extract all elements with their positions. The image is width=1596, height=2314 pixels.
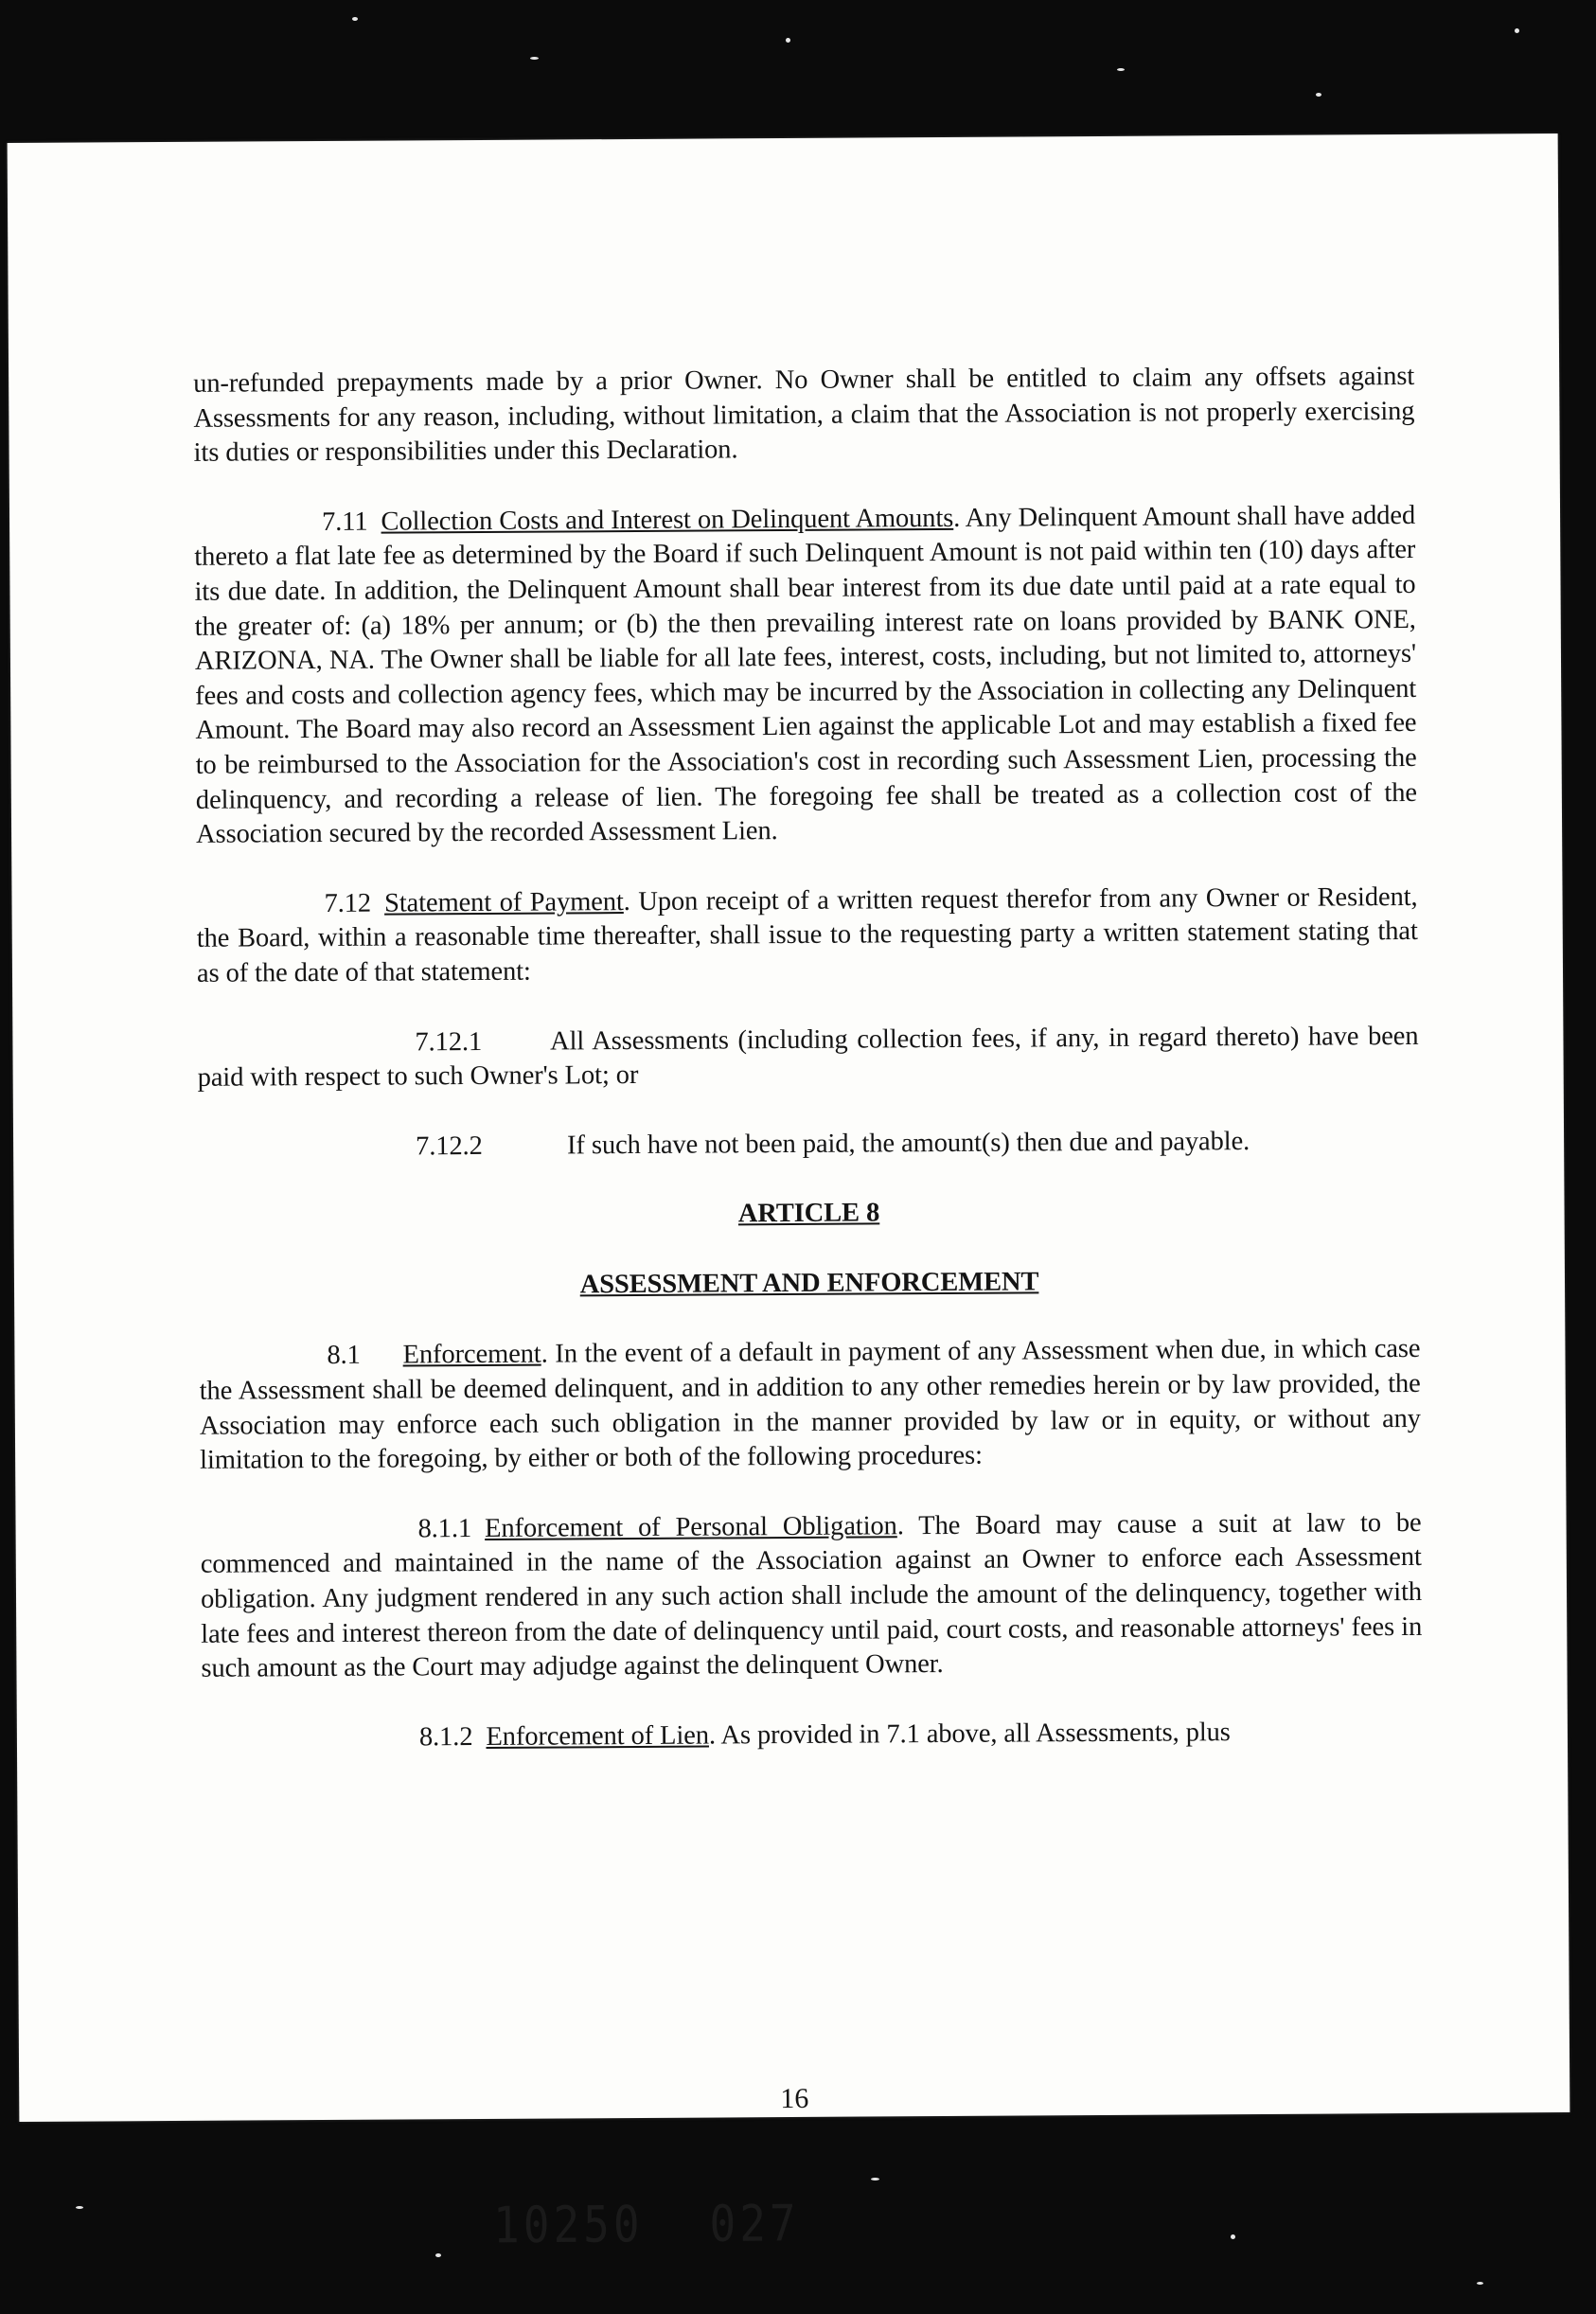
recording-stamp bbox=[493, 2194, 800, 2254]
section-8-1-1 bbox=[200, 1506, 1422, 1687]
scan-speck bbox=[786, 38, 790, 43]
section-number: 8.1 bbox=[327, 1341, 361, 1371]
document-body bbox=[193, 360, 1423, 1791]
section-body: All Assessments (including collection fees, if any, in regard thereto) have been paid with respect to such Owner's Lot; or bbox=[197, 1021, 1419, 1093]
article-heading: ARTICLE 8 bbox=[737, 1198, 880, 1229]
section-7-12-2 bbox=[198, 1124, 1419, 1166]
section-body: . Upon receipt of a written request therefor from any Owner or Resident, the Board, within a reasonable time thereafter, shall issue to the requesting party a written statement stating that as of the date of that statement: bbox=[196, 881, 1418, 988]
section-number: 8.1.1 bbox=[417, 1513, 472, 1544]
scan-speck bbox=[1477, 2282, 1483, 2285]
section-8-1 bbox=[199, 1332, 1421, 1478]
section-number: 7.12.1 bbox=[415, 1026, 483, 1057]
page-number: 16 bbox=[780, 2082, 809, 2115]
recording-book-number: 10250 bbox=[492, 2194, 644, 2254]
scan-speck bbox=[530, 57, 539, 60]
section-number: 7.12.2 bbox=[416, 1130, 483, 1162]
section-title: Enforcement of Lien bbox=[486, 1720, 710, 1752]
section-7-11 bbox=[194, 499, 1417, 853]
section-title: Enforcement of Personal Obligation bbox=[485, 1511, 897, 1543]
scan-speck bbox=[1515, 28, 1519, 33]
section-title: Statement of Payment bbox=[383, 886, 624, 918]
scan-speck bbox=[76, 2206, 83, 2209]
scan-speck bbox=[871, 2178, 879, 2180]
recording-page-number: 027 bbox=[709, 2193, 800, 2253]
scan-speck bbox=[1316, 93, 1321, 97]
section-title: Enforcement bbox=[402, 1340, 541, 1370]
scan-speck bbox=[435, 2253, 441, 2257]
section-8-1-2 bbox=[202, 1715, 1423, 1756]
scan-speck bbox=[1117, 68, 1125, 71]
section-body: . In the event of a default in payment of any Assessment when due, in which case the Assessment shall be deemed delinquent, and in addition to any other remedies herein or by law provided, the Association may enforce each such obligation in the manner provided by law or in equity, or without any limitation to the foregoing, by either or both of the following procedures: bbox=[199, 1334, 1421, 1476]
document-page bbox=[8, 134, 1570, 2254]
section-number: 8.1.2 bbox=[418, 1721, 473, 1753]
section-7-12 bbox=[196, 881, 1418, 992]
section-body: . The Board may cause a suit at law to be commenced and maintained in the name of the Association against an Owner to enforce each Assessment obligation. Any judgment rendered in any such action shall include the amount of the delinquency, together with late fees and interest thereon from the date of delinquency until paid, court costs, and reasonable attorneys' fees in such amount as the Court may adjudge against the delinquent Owner. bbox=[200, 1507, 1423, 1684]
section-body: If such have not been paid, the amount(s) then due and payable. bbox=[567, 1126, 1250, 1161]
scan-speck bbox=[352, 17, 358, 21]
section-7-12-1 bbox=[197, 1019, 1418, 1095]
section-number: 7.11 bbox=[321, 507, 368, 537]
section-body: . Any Delinquent Amount shall have added thereto a flat late fee as determined by the Board if such Delinquent Amount is not paid within ten (10) days after its due date. In addition, the Delinquent Amount shall bear interest from its due date until paid at a rate equal to the greater of: (a) 18% per annum; or (b) the then prevailing interest rate on loans provided by BANK ONE, ARIZONA, NA. The Owner shall be liable for all late fees, interest, costs, including, but not limited to, attorneys' fees and costs and collection agency fees, which may be incurred by the Association in collecting any Delinquent Amount. The Board may also record an Assessment Lien against the applicable Lot and may establish a fixed fee to be reimbursed to the Association for the Association's cost in recording such Assessment Lien, processing the delinquency, and recording a release of lien. The foregoing fee shall be treated as a collection cost of the Association secured by the recorded Assessment Lien. bbox=[194, 500, 1417, 849]
section-body: . As provided in 7.1 above, all Assessments, plus bbox=[708, 1717, 1231, 1751]
scan-speck bbox=[1231, 2234, 1235, 2239]
section-number: 7.12 bbox=[324, 888, 372, 918]
intro-paragraph: un-refunded prepayments made by a prior Owner. No Owner shall be entitled to claim any offsets against Assessments for any reason, including, without limitation, a claim that the Association is not properly exercising its duties or responsibilities under this Declaration. bbox=[193, 361, 1415, 469]
article-title: ASSESSMENT AND ENFORCEMENT bbox=[579, 1267, 1039, 1300]
section-title: Collection Costs and Interest on Delinquent Amounts bbox=[381, 503, 954, 537]
